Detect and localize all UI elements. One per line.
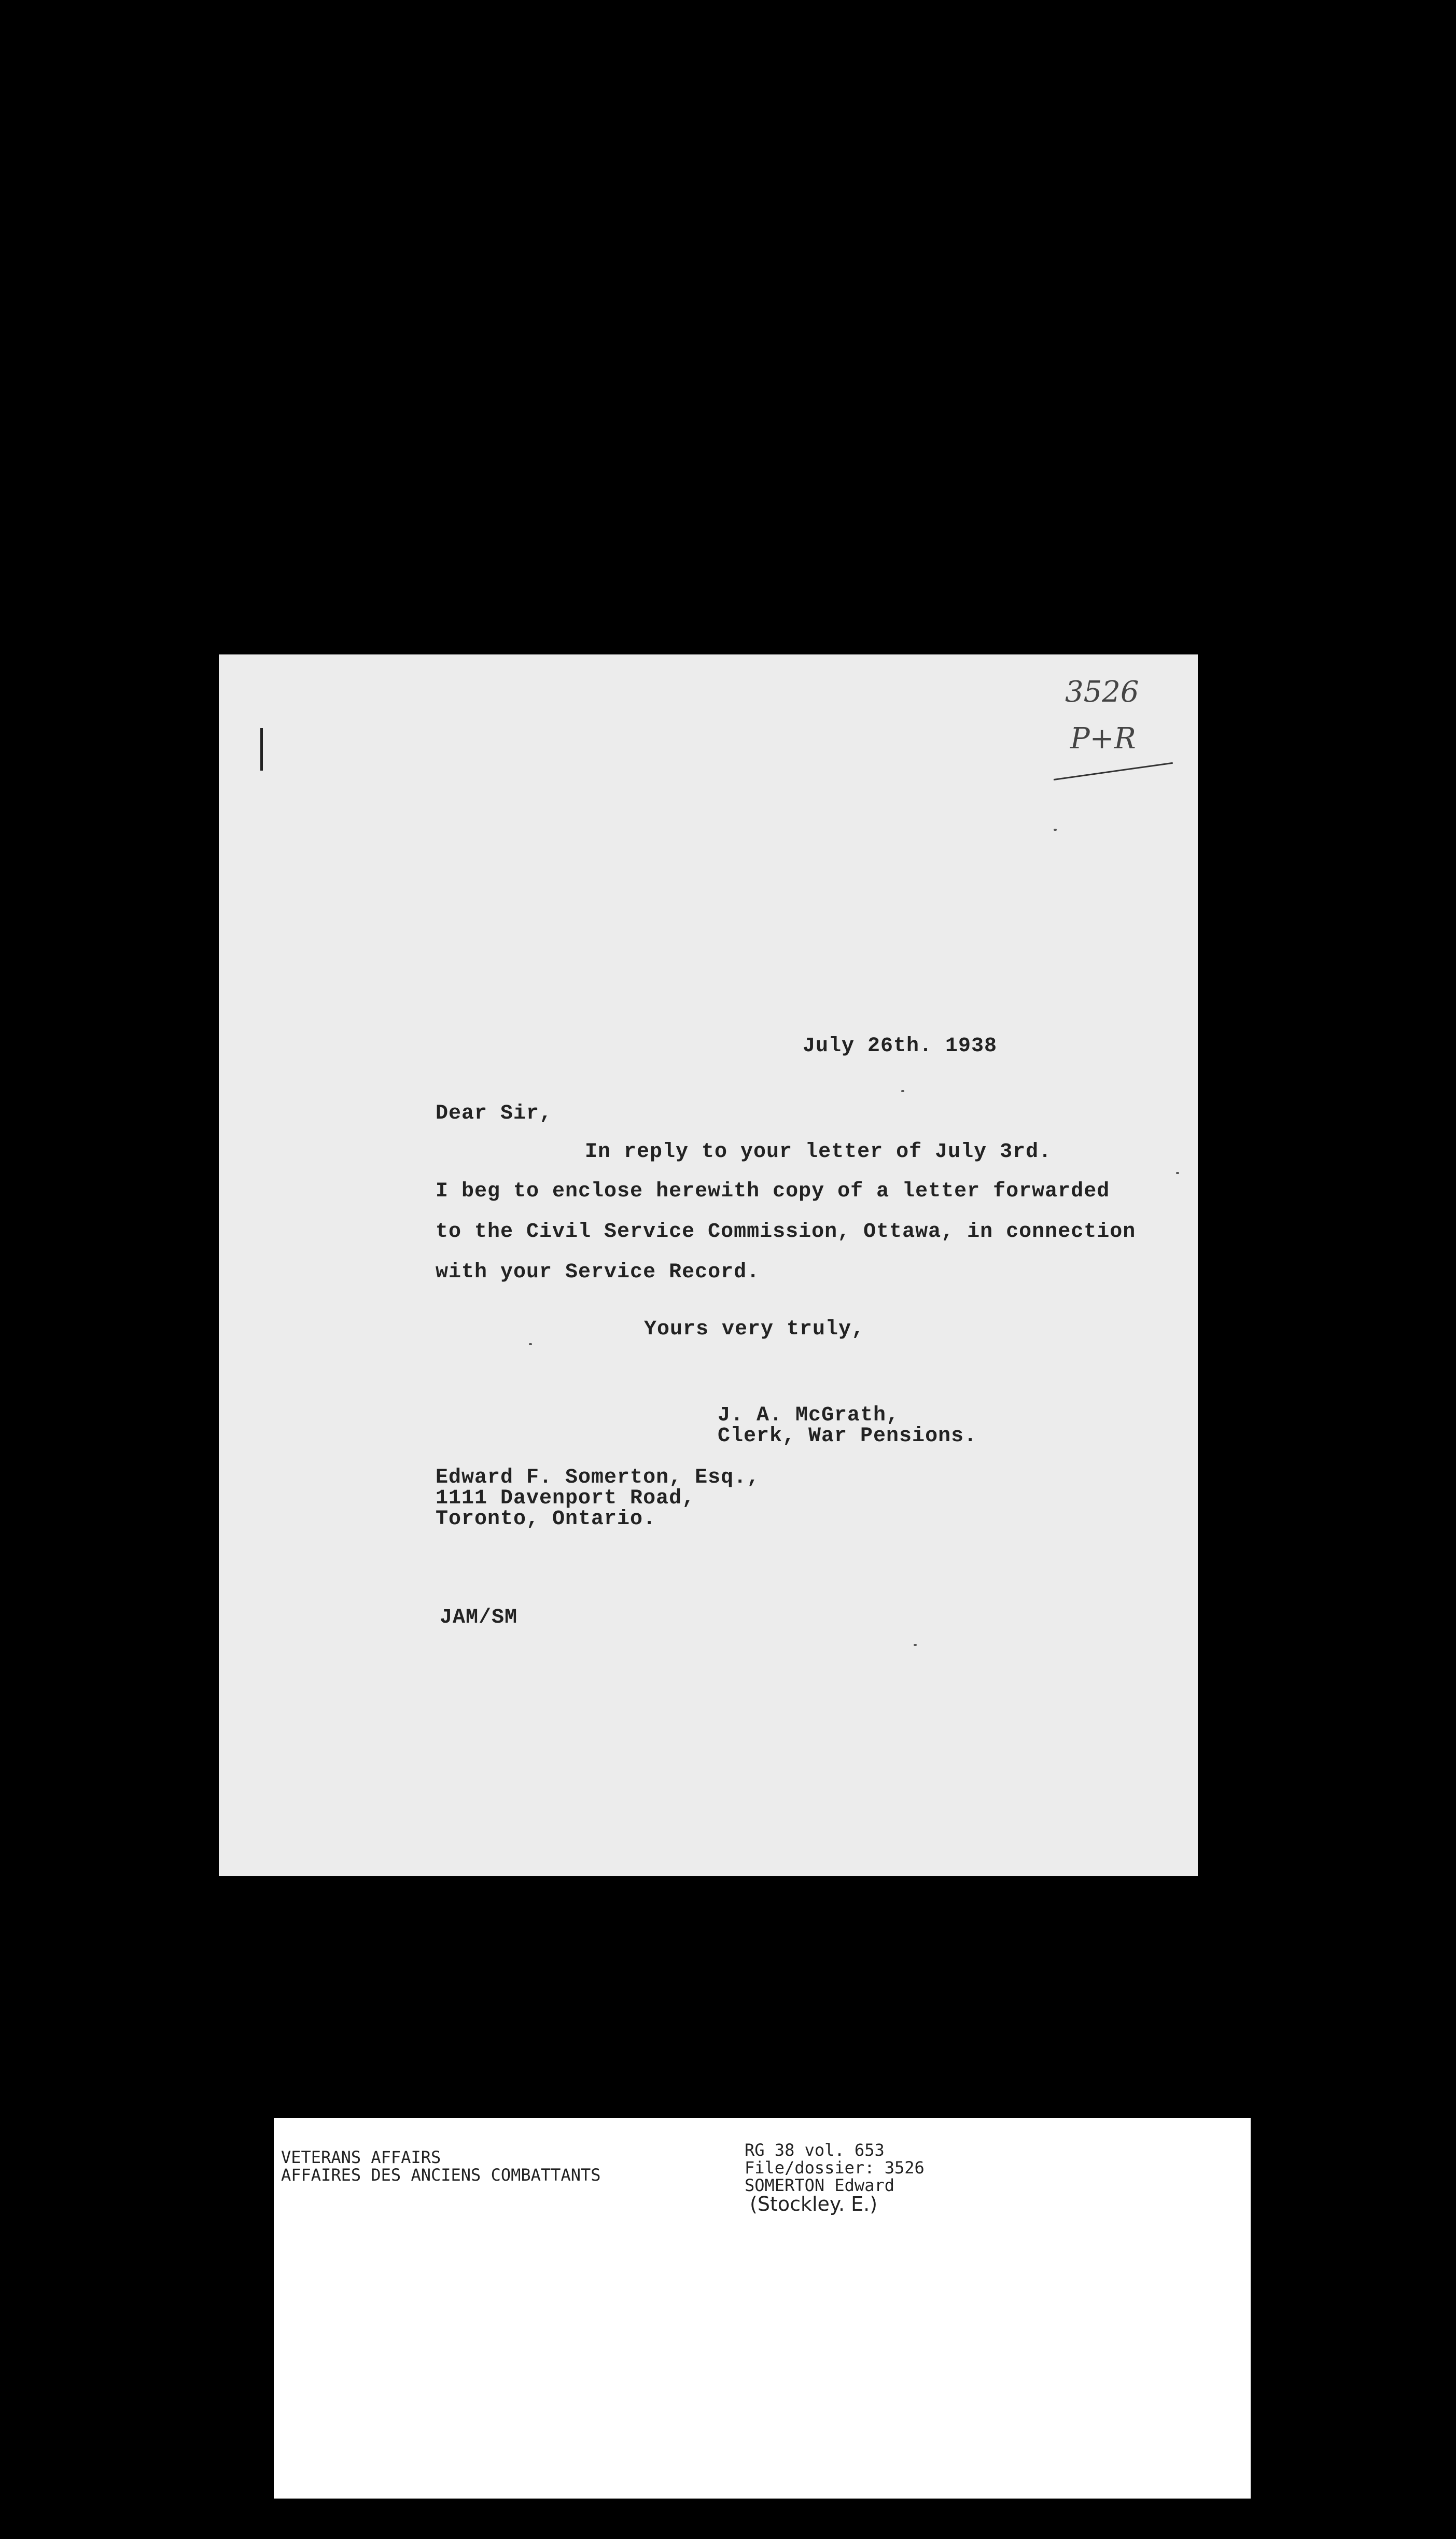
addressee-city: Toronto, Ontario. bbox=[436, 1508, 656, 1531]
body-line-2: I beg to enclose herewith copy of a letter forwarded bbox=[436, 1180, 1110, 1203]
paper-speck bbox=[901, 1090, 904, 1092]
department-english: VETERANS AFFAIRS bbox=[281, 2147, 441, 2167]
body-line-3: to the Civil Service Commission, Ottawa, in connection bbox=[436, 1220, 1136, 1244]
record-group: RG 38 vol. 653 bbox=[745, 2140, 885, 2160]
body-line-1: In reply to your letter of July 3rd. bbox=[585, 1140, 1052, 1164]
closing: Yours very truly, bbox=[644, 1318, 865, 1341]
letter-date: July 26th. 1938 bbox=[803, 1035, 998, 1058]
signature-name: J. A. McGrath, bbox=[718, 1404, 900, 1427]
addressee-street: 1111 Davenport Road, bbox=[436, 1487, 695, 1510]
paper-speck bbox=[529, 1343, 532, 1345]
paper-speck bbox=[914, 1644, 917, 1646]
handwritten-file-number: 3526 bbox=[1065, 675, 1139, 709]
signature-title: Clerk, War Pensions. bbox=[718, 1425, 977, 1448]
handwritten-initials: P+R bbox=[1070, 722, 1136, 756]
archive-label bbox=[274, 2118, 1251, 2499]
margin-mark bbox=[260, 728, 263, 771]
handwritten-underline bbox=[1054, 762, 1173, 780]
reference-initials: JAM/SM bbox=[440, 1606, 518, 1629]
file-number: File/dossier: 3526 bbox=[745, 2158, 925, 2178]
body-line-4: with your Service Record. bbox=[436, 1261, 760, 1284]
subject-alias: (Stockley. E.) bbox=[750, 2193, 878, 2215]
paper-speck bbox=[1054, 829, 1057, 831]
department-french: AFFAIRES DES ANCIENS COMBATTANTS bbox=[281, 2165, 601, 2185]
salutation: Dear Sir, bbox=[436, 1102, 553, 1125]
addressee-name: Edward F. Somerton, Esq., bbox=[436, 1466, 760, 1489]
paper-speck bbox=[1176, 1172, 1179, 1174]
subject-name: SOMERTON Edward bbox=[745, 2175, 894, 2195]
letter-page bbox=[219, 654, 1198, 1876]
